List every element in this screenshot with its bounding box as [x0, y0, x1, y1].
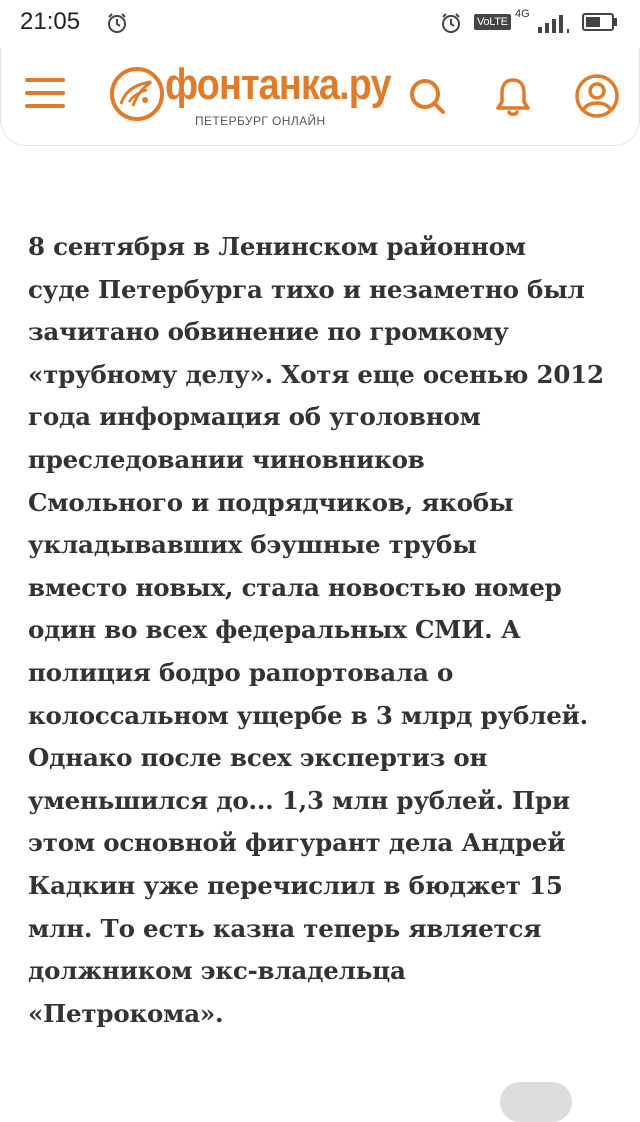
article-line: «Петрокома». [28, 998, 224, 1028]
article-line: зачитано обвинение по громкому [28, 317, 509, 347]
article-line: «трубному делу». Хотя еще осенью 2012 [28, 359, 604, 389]
menu-icon-bar [25, 104, 65, 108]
site-header [0, 48, 640, 146]
article-line: должником экс-владельца [28, 956, 406, 986]
article-line: колоссальном ущербе в 3 млрд рублей. [28, 700, 588, 730]
status-time: 21:05 [20, 8, 81, 35]
logo-text: фонтанка.ру [165, 60, 391, 109]
article-line: этом основной фигурант дела Андрей [28, 828, 566, 858]
article-line: Кадкин уже перечислил в бюджет 15 [28, 870, 563, 900]
alarm-icon [440, 12, 462, 34]
article-line: года информация об уголовном [28, 402, 481, 432]
status-bar [0, 0, 640, 48]
article-line: Однако после всех экспертиз он [28, 743, 488, 773]
menu-icon-bar [25, 91, 65, 95]
article-line: Смольного и подрядчиков, якобы [28, 487, 514, 517]
article-line: преследовании чиновников [28, 444, 425, 474]
search-icon[interactable] [403, 72, 451, 120]
article-line: суде Петербурга тихо и незаметно был [28, 274, 585, 304]
article-line: 8 сентября в Ленинском районном [28, 232, 526, 261]
menu-button[interactable] [25, 78, 65, 112]
battery-icon [582, 13, 618, 31]
signal-icon [536, 12, 572, 34]
article-line: один во всех федеральных СМИ. А [28, 615, 521, 645]
floating-action-button[interactable] [500, 1082, 572, 1122]
article-line: вместо новых, стала новостью номер [28, 572, 562, 602]
article-body [28, 226, 618, 1035]
article-line: уменьшился до... 1,3 млн рублей. При [28, 785, 570, 815]
fountain-logo-icon [107, 64, 167, 124]
logo-subtitle: ПЕТЕРБУРГ ОНЛАЙН [195, 114, 326, 128]
menu-icon-bar [25, 78, 65, 82]
alarm-icon [106, 12, 128, 34]
bell-icon[interactable] [489, 72, 537, 120]
volte-badge: VoLTE [474, 14, 511, 30]
article-line: полиция бодро рапортовала о [28, 657, 454, 687]
site-logo[interactable] [107, 60, 391, 132]
article-line: млн. То есть казна теперь является [28, 913, 542, 943]
profile-icon[interactable] [573, 72, 621, 120]
article-line: укладывавших бэушные трубы [28, 530, 477, 560]
network-type-label: 4G [515, 8, 530, 20]
